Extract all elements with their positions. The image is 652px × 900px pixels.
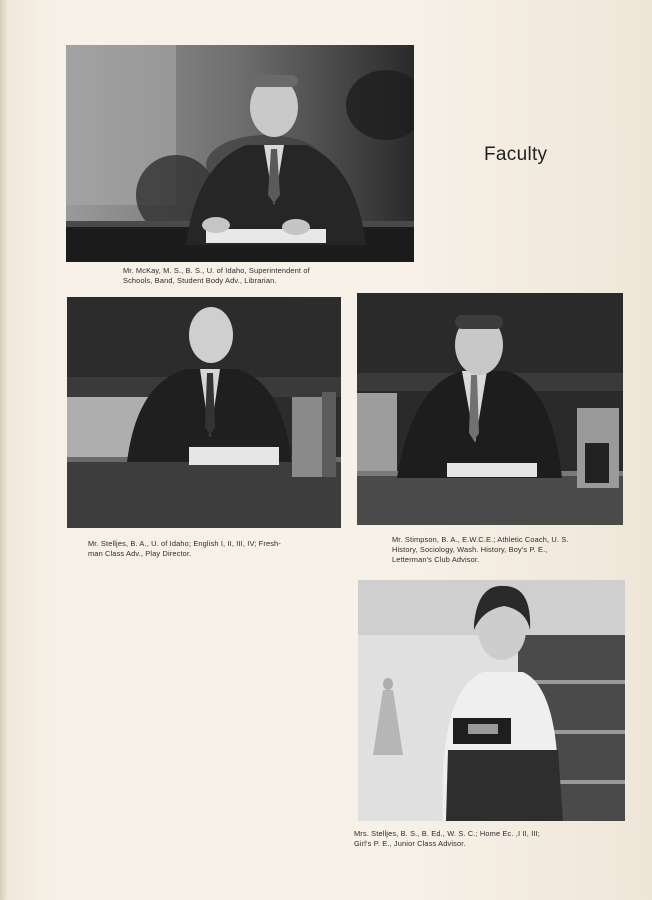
- portrait-stelljes-image: [67, 297, 341, 528]
- photo-stimpson: [357, 293, 623, 525]
- page-edge-shadow: [0, 0, 8, 900]
- portrait-mrs-stelljes-image: [358, 580, 625, 821]
- page-title: Faculty: [484, 144, 548, 165]
- caption-mckay: Mr. McKay, M. S., B. S., U. of Idaho, Superintendent of Schools, Band, Student Body Adv., Librarian.: [123, 266, 310, 285]
- caption-stimpson: Mr. Stimpson, B. A., E.W.C.E.; Athletic Coach, U. S. History, Sociology, Wash. History, Boy's P. E., Letterman's Club Advisor.: [392, 535, 569, 564]
- portrait-mckay-image: [66, 45, 414, 262]
- photo-mckay: [66, 45, 414, 262]
- photo-mrs-stelljes: [358, 580, 625, 821]
- photo-stelljes: [67, 297, 341, 528]
- portrait-stimpson-image: [357, 293, 623, 525]
- caption-stelljes: Mr. Stelljes, B. A., U. of Idaho; English I, II, III, IV; Fresh- man Class Adv., Play Director.: [88, 539, 281, 558]
- caption-mrs-stelljes: Mrs. Stelljes, B. S., B. Ed., W. S. C.; Home Ec. ,I II, III; Girl's P. E., Junior Class Advisor.: [354, 829, 541, 848]
